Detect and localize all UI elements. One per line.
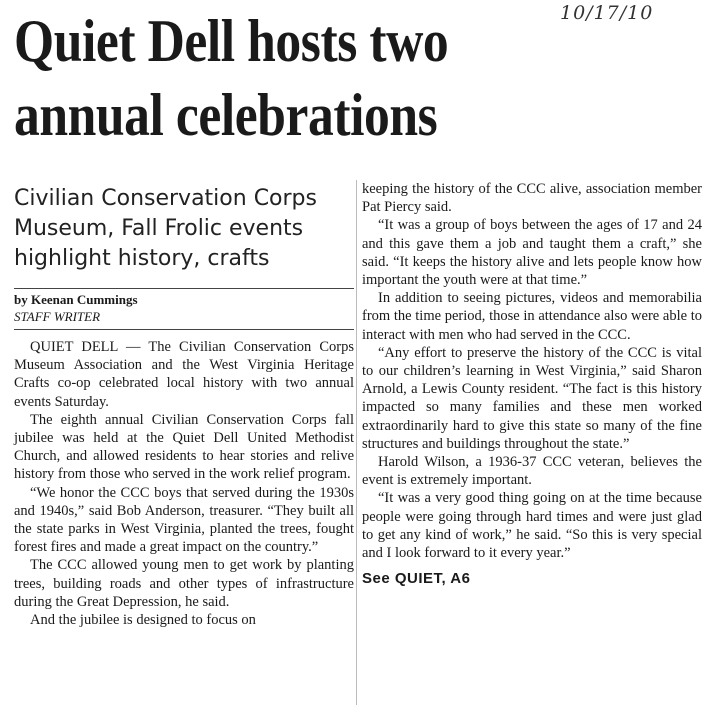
byline-author: by Keenan Cummings: [14, 292, 138, 307]
left-column: [14, 180, 354, 629]
paragraph: Harold Wilson, a 1936-37 CCC veteran, believes the event is extremely important.: [362, 454, 702, 489]
paragraph: The eighth annual Civilian Conservation Corps fall jubilee was held at the Quiet Dell United Methodist Church, and allowed residents to hear stories and relive history from those who served in the work relief program.: [14, 411, 354, 483]
column-divider: [356, 180, 357, 705]
byline-title: STAFF WRITER: [14, 309, 101, 324]
paragraph: “We honor the CCC boys that served during the 1930s and 1940s,” said Bob Anderson, treasurer. “They built all the state parks in West Virginia, planted the trees, fought forest fires and made a great impact on the country.”: [14, 484, 354, 556]
right-body: [362, 180, 702, 562]
paragraph: And the jubilee is designed to focus on: [30, 612, 256, 629]
paragraph: keeping the history of the CCC alive, association member Pat Piercy said.: [362, 181, 702, 216]
deck-subheadline: Civilian Conservation Corps Museum, Fall Frolic events highlight history, crafts: [14, 186, 317, 271]
paragraph: “It was a very good thing going on at the time because people were going through hard times and were just glad to get any kind of work,” he said. “So this is very special and I look forward to it every year.”: [362, 490, 702, 562]
byline-rule-top: [14, 288, 354, 289]
headline-line-2: annual celebrations: [14, 82, 438, 148]
headline: [14, 4, 607, 152]
right-column: [362, 180, 702, 587]
paragraph: In addition to seeing pictures, videos and memorabilia from the time period, those in attendance also were able to interact with men who had served in the CCC.: [362, 290, 702, 343]
left-body: [14, 338, 354, 629]
headline-line-1: Quiet Dell hosts two: [14, 8, 449, 74]
paragraph: “It was a group of boys between the ages of 17 and 24 and this gave them a job and taught them a craft,” she said. “It keeps the history alive and lets people know how important the youth were at that time.”: [362, 217, 702, 289]
jump-line: See QUIET, A6: [362, 570, 471, 588]
paragraph: QUIET DELL — The Civilian Conservation Corps Museum Association and the West Virginia Heritage Crafts co-op celebrated local history with two annual events Saturday.: [14, 339, 354, 410]
byline-rule-bottom: [14, 329, 354, 330]
handwritten-date: 10/17/10: [560, 2, 654, 24]
paragraph: The CCC allowed young men to get work by planting trees, building roads and other types of infrastructure during the Great Depression, he said.: [14, 557, 354, 610]
paragraph: “Any effort to preserve the history of the CCC is vital to our children’s learning in West Virginia,” said Sharon Arnold, a Lewis County resident. “The fact is this history impacted so many families and these men worked extraordinarily hard to give this state so many of the fine structures and buildings throughout the state.”: [362, 344, 702, 452]
